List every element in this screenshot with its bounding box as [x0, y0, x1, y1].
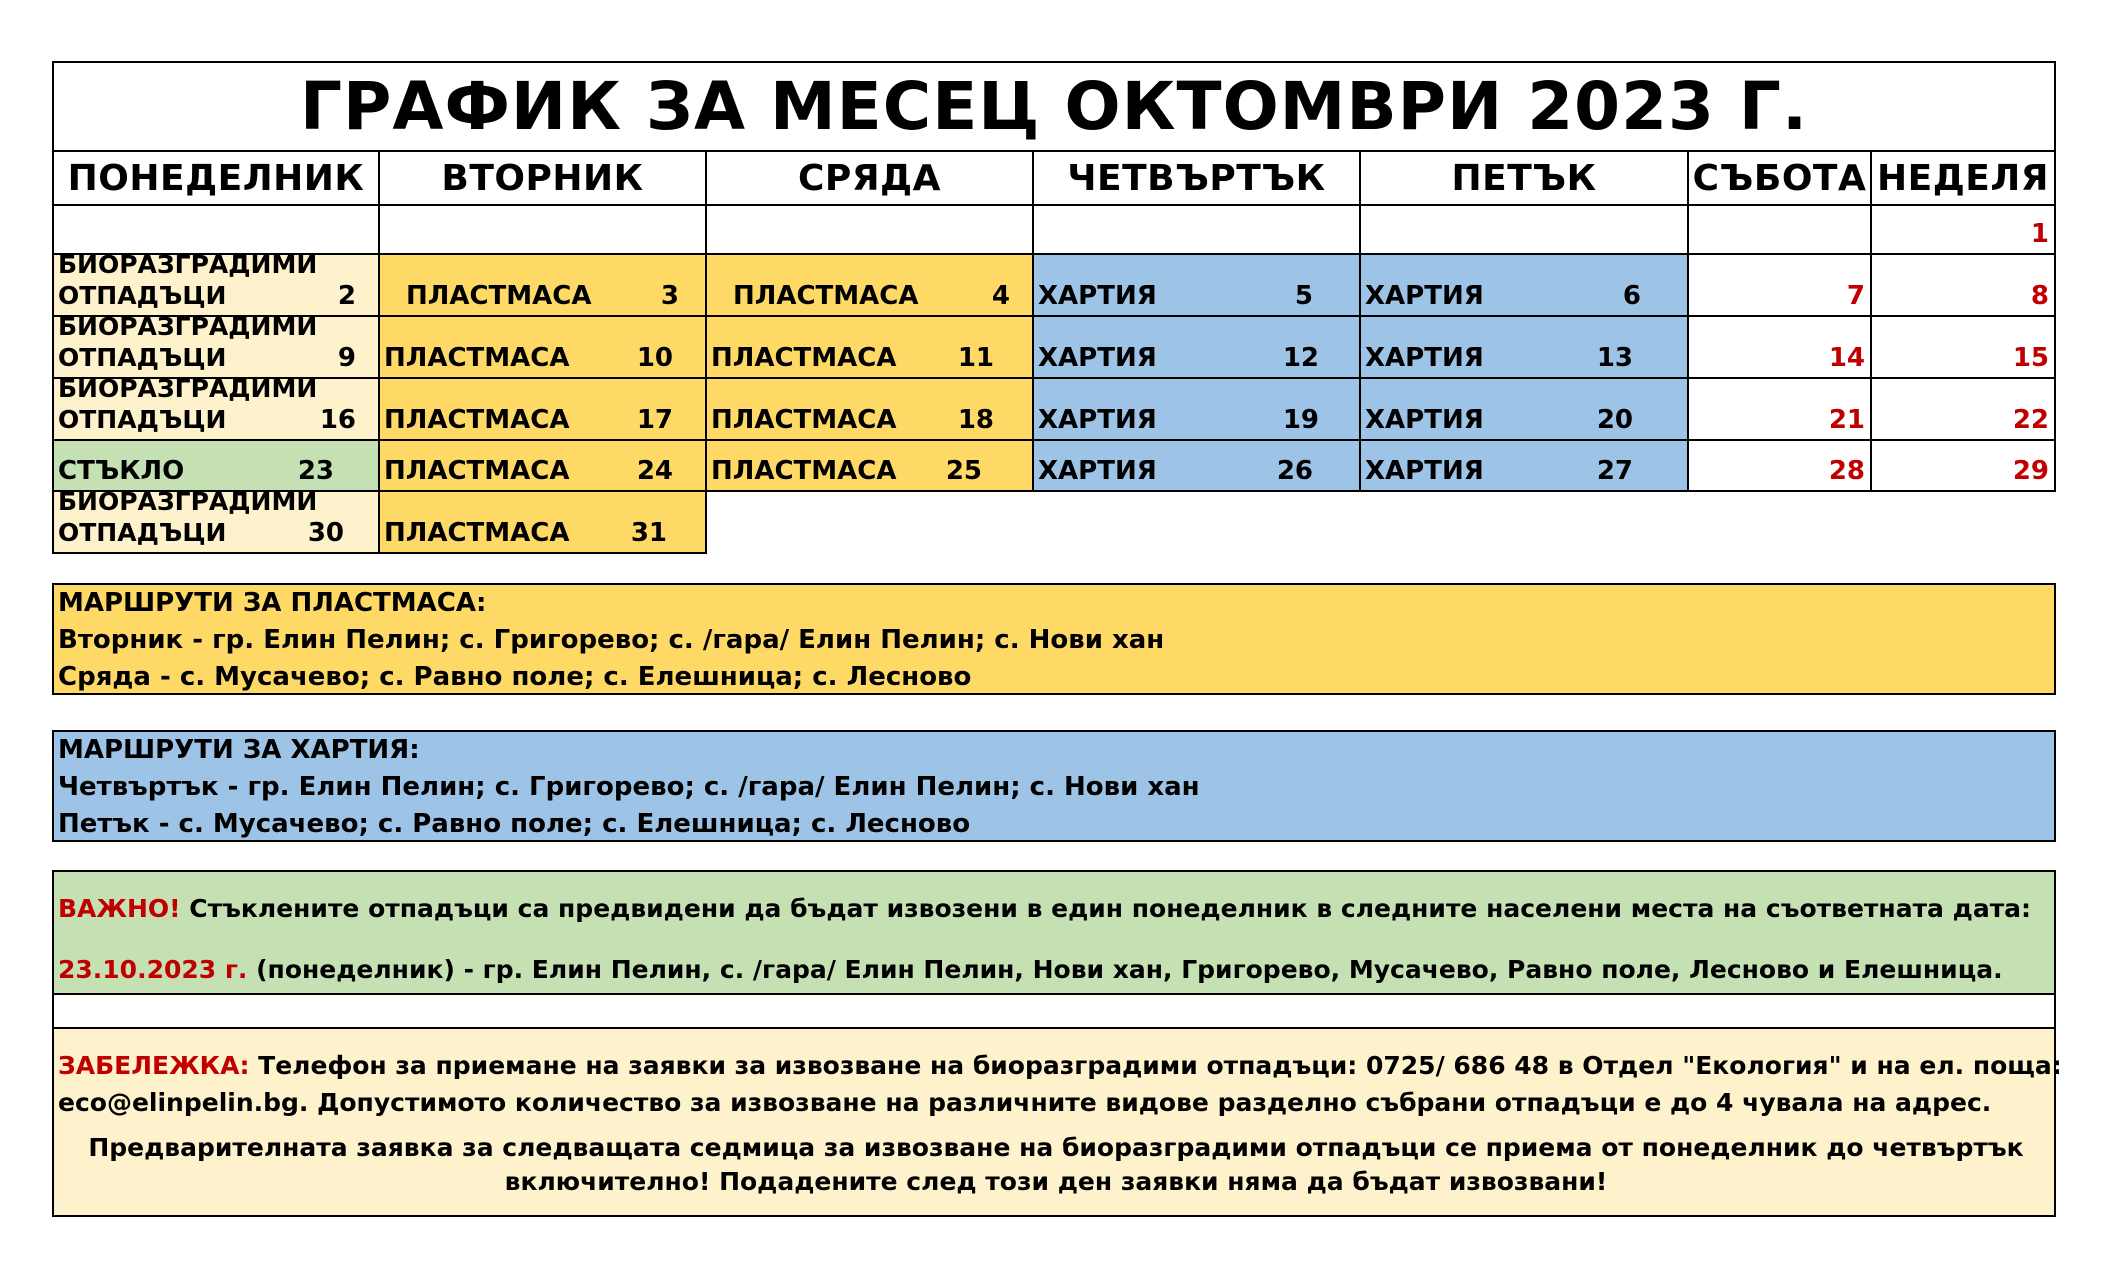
- empty-space: [1034, 492, 1361, 554]
- waste-label-paper: ХАРТИЯ: [1365, 456, 1484, 486]
- plastic-route-tuesday: Вторник - гр. Елин Пелин; с. Григорево; с. /гара/ Елин Пелин; с. Нови хан: [58, 625, 1165, 655]
- day-cell-24: [380, 441, 707, 492]
- waste-label-bio: БИОРАЗГРАДИМИ ОТПАДЪЦИ: [58, 312, 318, 372]
- empty-space: [1689, 492, 1872, 554]
- waste-label-paper: ХАРТИЯ: [1038, 456, 1157, 486]
- day-cell-6: [1361, 255, 1689, 317]
- day-cell-26: [1034, 441, 1361, 492]
- plastic-route-wednesday: Сряда - с. Мусачево; с. Равно поле; с. Елешница; с. Лесново: [58, 662, 972, 692]
- day-number: 1: [2030, 219, 2049, 249]
- important-text: ВАЖНО! Стъклените отпадъци са предвидени да бъдат извозени в един понеделник в следните населени места на съответната дата:: [58, 894, 2032, 923]
- day-number: 2: [337, 281, 356, 311]
- day-number: 16: [319, 405, 356, 435]
- day-number: 9: [337, 343, 356, 373]
- day-cell-5: [1034, 255, 1361, 317]
- day-number: 26: [1276, 456, 1313, 486]
- glass-date: 23.10.2023 г.: [58, 955, 248, 984]
- day-cell-22: [1872, 379, 2056, 441]
- day-header-monday: ПОНЕДЕЛНИК: [52, 152, 380, 206]
- day-cell-2: [52, 250, 380, 317]
- waste-label-paper: ХАРТИЯ: [1038, 343, 1157, 373]
- waste-label-paper: ХАРТИЯ: [1365, 343, 1484, 373]
- plastic-routes-box: [52, 583, 2056, 695]
- day-number: 21: [1828, 405, 1865, 435]
- schedule-sheet: [52, 61, 2056, 554]
- day-number: 7: [1846, 281, 1865, 311]
- waste-label-plastic: ПЛАСТМАСА: [384, 405, 570, 435]
- day-cell-empty: [380, 206, 707, 255]
- waste-label-paper: ХАРТИЯ: [1365, 405, 1484, 435]
- day-header-friday: ПЕТЪК: [1361, 152, 1689, 206]
- day-header-saturday: СЪБОТА: [1689, 152, 1872, 206]
- day-number: 19: [1282, 405, 1319, 435]
- day-number: 27: [1596, 456, 1633, 486]
- empty-space: [1361, 492, 1689, 554]
- day-cell-30: [52, 487, 380, 554]
- waste-label-bio: БИОРАЗГРАДИМИ ОТПАДЪЦИ: [58, 374, 318, 434]
- day-number: 8: [2030, 281, 2049, 311]
- paper-routes-heading: МАРШРУТИ ЗА ХАРТИЯ:: [58, 735, 420, 765]
- page-title: ГРАФИК ЗА МЕСЕЦ ОКТОМВРИ 2023 Г.: [52, 61, 2056, 152]
- day-cell-28: [1689, 441, 1872, 492]
- waste-label-plastic: ПЛАСТМАСА: [711, 456, 897, 486]
- empty-space: [1872, 492, 2056, 554]
- day-cell-10: [380, 317, 707, 379]
- day-number: 23: [297, 456, 334, 486]
- day-cell-empty: [52, 206, 380, 255]
- paper-routes-box: [52, 730, 2056, 842]
- day-cell-19: [1034, 379, 1361, 441]
- day-number: 22: [2012, 405, 2049, 435]
- day-number: 17: [636, 405, 673, 435]
- empty-space: [707, 492, 1034, 554]
- day-number: 3: [660, 281, 679, 311]
- day-number: 28: [1828, 456, 1865, 486]
- note-text: ЗАБЕЛЕЖКА: Телефон за приемане на заявки за извозване на биоразградими отпадъци: 0725/ 686 48 в Отдел "Екология" и на ел. поща:: [58, 1051, 2062, 1080]
- note-text-line2: eco@elinpelin.bg. Допустимото количество за извозване на различните видове разделно събрани отпадъци е до 4 чувала на адрес.: [58, 1088, 1992, 1117]
- day-cell-empty: [1034, 206, 1361, 255]
- day-cell-16: [52, 374, 380, 441]
- day-number: 29: [2012, 456, 2049, 486]
- day-number: 18: [957, 405, 994, 435]
- day-header-thursday: ЧЕТВЪРТЪК: [1034, 152, 1361, 206]
- day-number: 15: [2012, 343, 2049, 373]
- day-cell-21: [1689, 379, 1872, 441]
- waste-label-bio: БИОРАЗГРАДИМИ ОТПАДЪЦИ: [58, 250, 318, 310]
- day-cell-23: [52, 441, 380, 492]
- spacer-row: [52, 993, 2056, 1029]
- day-number: 11: [957, 343, 994, 373]
- day-cell-empty: [1361, 206, 1689, 255]
- day-cell-15: [1872, 317, 2056, 379]
- day-cell-29: [1872, 441, 2056, 492]
- day-header-sunday: НЕДЕЛЯ: [1872, 152, 2056, 206]
- day-number: 12: [1282, 343, 1319, 373]
- day-number: 20: [1596, 405, 1633, 435]
- day-cell-empty: [707, 206, 1034, 255]
- day-cell-1: [1872, 206, 2056, 255]
- waste-label-plastic: ПЛАСТМАСА: [384, 518, 570, 548]
- day-cell-17: [380, 379, 707, 441]
- day-cell-11: [707, 317, 1034, 379]
- waste-label-paper: ХАРТИЯ: [1365, 281, 1484, 311]
- day-cell-12: [1034, 317, 1361, 379]
- note-label: ЗАБЕЛЕЖКА:: [58, 1051, 250, 1080]
- day-number: 25: [945, 456, 982, 486]
- day-number: 30: [307, 518, 344, 548]
- waste-label-glass: СТЪКЛО: [58, 456, 185, 486]
- day-cell-4: [707, 255, 1034, 317]
- day-number: 5: [1294, 281, 1313, 311]
- day-cell-13: [1361, 317, 1689, 379]
- calendar-grid: [52, 152, 2056, 554]
- day-header-wednesday: СРЯДА: [707, 152, 1034, 206]
- day-number: 6: [1622, 281, 1641, 311]
- day-number: 10: [636, 343, 673, 373]
- waste-label-plastic: ПЛАСТМАСА: [711, 405, 897, 435]
- day-cell-9: [52, 312, 380, 379]
- day-number: 4: [991, 281, 1010, 311]
- day-cell-3: [380, 255, 707, 317]
- note-text-line3: Предварителната заявка за следващата седмица за извозване на биоразградими отпадъци се приема от понеделник до четвъртък: [88, 1133, 2024, 1162]
- plastic-routes-heading: МАРШРУТИ ЗА ПЛАСТМАСА:: [58, 588, 487, 618]
- paper-route-friday: Петък - с. Мусачево; с. Равно поле; с. Елешница; с. Лесново: [58, 809, 971, 839]
- day-cell-31: [380, 492, 707, 554]
- waste-label-plastic: ПЛАСТМАСА: [384, 343, 570, 373]
- day-number: 31: [630, 518, 667, 548]
- waste-label-paper: ХАРТИЯ: [1038, 405, 1157, 435]
- important-label: ВАЖНО!: [58, 894, 181, 923]
- note-box: [52, 1027, 2062, 1217]
- day-cell-8: [1872, 255, 2056, 317]
- waste-label-plastic: ПЛАСТМАСА: [384, 456, 570, 486]
- waste-label-bio: БИОРАЗГРАДИМИ ОТПАДЪЦИ: [58, 487, 318, 547]
- day-number: 14: [1828, 343, 1865, 373]
- day-header-tuesday: ВТОРНИК: [380, 152, 707, 206]
- glass-date-text: 23.10.2023 г. (понеделник) - гр. Елин Пелин, с. /гара/ Елин Пелин, Нови хан, Григорево, Мусачево, Равно поле, Лесново и Елешница.: [58, 955, 2003, 984]
- day-cell-empty: [1689, 206, 1872, 255]
- day-cell-25: [707, 441, 1034, 492]
- day-number: 24: [636, 456, 673, 486]
- day-cell-27: [1361, 441, 1689, 492]
- day-cell-20: [1361, 379, 1689, 441]
- day-cell-14: [1689, 317, 1872, 379]
- waste-label-plastic: ПЛАСТМАСА: [711, 343, 897, 373]
- paper-route-thursday: Четвъртък - гр. Елин Пелин; с. Григорево; с. /гара/ Елин Пелин; с. Нови хан: [58, 772, 1200, 802]
- day-cell-7: [1689, 255, 1872, 317]
- important-notice-box: [52, 870, 2056, 995]
- day-cell-18: [707, 379, 1034, 441]
- waste-label-plastic: ПЛАСТМАСА: [733, 281, 919, 311]
- day-number: 13: [1596, 343, 1633, 373]
- waste-label-plastic: ПЛАСТМАСА: [406, 281, 592, 311]
- note-text-line4: включително! Подадените след този ден заявки няма да бъдат извозвани!: [504, 1167, 1608, 1196]
- waste-label-paper: ХАРТИЯ: [1038, 281, 1157, 311]
